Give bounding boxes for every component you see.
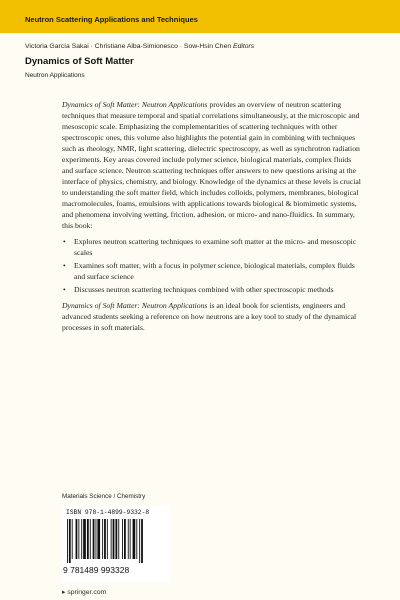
barcode-bar [122,519,123,559]
feature-list [62,236,362,295]
editors-role: Editors [233,43,255,50]
blurb-paragraph-2 [62,300,362,333]
barcode-bar [130,519,131,559]
barcode-bar [102,519,103,559]
feature-list-item: • Examines soft matter, with a focus in polymer science, biological materials, complex fluids and surface science [62,260,362,282]
editors-line [25,43,254,50]
barcode-bar [124,519,126,559]
series-title: Neutron Scattering Applications and Techniques [25,15,198,24]
blurb-body: provides an overview of neutron scattering techniques that measure temporal and spatial correlations simultaneously, at the microscopic and mesoscopic scale. Emphasizing the complementarities of scattering techniques with other spectroscopic ones, this volume also highlights the potential gain in combining with techniques such as rheology, NMR, light scattering, dielectric spectroscopy, as well as synchrotron radiation experiments. Key areas covered include polymer science, biological materials, complex fluids and surface science. Neutron scattering techniques offer answers to new questions arising at the interface of physics, chemistry, and biology. Knowledge of the dynamics at these levels is crucial to understanding the soft matter field, which includes colloids, polymers, membranes, biological macromolecules, foams, emulsions with applications towards biological & biomimetic systems, and phenomena involving wetting, friction, adhesion, or micro- and nano-fluidics. In summary, this book: [62,100,361,230]
barcode-bar [72,519,73,559]
feature-list-item: • Explores neutron scattering techniques to examine soft matter at the micro- and mesoscopic scales [62,236,362,258]
barcode-bar [78,519,79,559]
publisher-website [62,588,106,596]
blurb-text [62,99,362,333]
blurb-closing: is an ideal book for scientists, engineers and advanced students seeking a reference on how neutrons are a key tool to study of the dynamical processes in soft materials. [62,301,357,332]
blurb-book-title: Dynamics of Soft Matter: Neutron Applications [62,100,208,109]
barcode-panel [62,505,171,583]
feature-list-item: • Discusses neutron scattering techniques combined with other spectroscopic methods [62,284,362,295]
barcode-bar [118,519,119,559]
barcode-bar [104,519,106,559]
editor-names: Victoria García Sakai · Christiane Alba-Simionesco · Sow-Hsin Chen [25,43,232,50]
barcode-bar [83,519,86,559]
barcode-bar [96,519,97,559]
barcode-bar [90,519,91,559]
book-subtitle: Neutron Applications [25,72,85,79]
barcode-bar [111,519,112,559]
barcode-bar [136,519,137,559]
barcode-bar [76,519,78,559]
barcode-bar [141,519,143,563]
header-band [0,0,400,33]
book-title: Dynamics of Soft Matter [25,56,134,67]
barcode-bar [107,519,108,559]
ean-digits: 9 781489 993328 [63,565,130,575]
isbn-text: ISBN 978-1-4899-9332-8 [66,509,150,516]
barcode-bar [93,519,95,559]
blurb-book-title: Dynamics of Soft Matter: Neutron Applications [62,301,208,310]
barcode-bar [87,519,89,559]
blurb-paragraph-1 [62,99,362,231]
barcode-bar [67,519,68,563]
barcode-bar [69,519,71,563]
barcode-bar [139,519,140,563]
barcode-bar [128,519,129,559]
barcode-bar [97,519,100,559]
barcode-bar [113,519,115,559]
website-url: springer.com [67,589,107,596]
barcode-icon [66,519,167,563]
barcode-bar [81,519,82,559]
arrow-icon: ▸ [62,589,68,596]
subject-category: Materials Science / Chemistry [62,493,146,500]
barcode-bar [115,519,117,559]
barcode-bar [133,519,136,559]
